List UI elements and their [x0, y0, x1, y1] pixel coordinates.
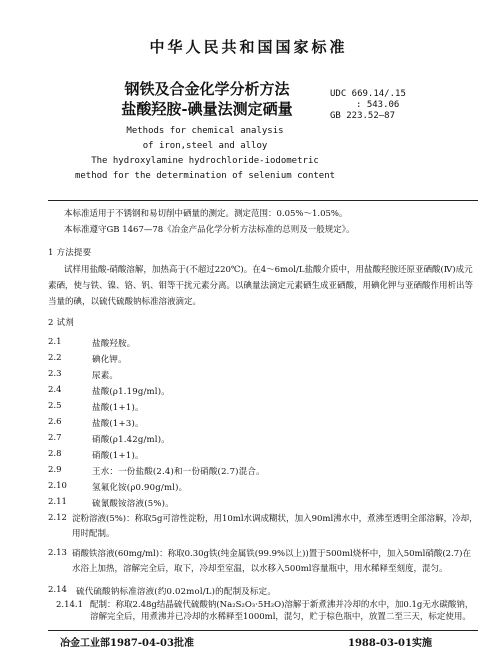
approval-date: 冶金工业部1987-04-03批准	[60, 638, 194, 649]
list-item-num: 2.3	[48, 369, 62, 379]
footer-divider	[48, 630, 478, 631]
list-item-num: 2.7	[48, 433, 62, 443]
list-item-num: 2.10	[48, 481, 67, 491]
list-item-num: 2.14.1	[56, 600, 84, 610]
list-item-num: 2.6	[48, 417, 62, 427]
gb-code: GB 223.52—87	[330, 111, 396, 121]
list-item-text: 盐酸(1+1)。	[92, 403, 144, 413]
effective-date: 1988-03-01实施	[348, 638, 432, 649]
list-item-num: 2.2	[48, 353, 62, 363]
standard-title: 中华人民共和国国家标准	[149, 38, 348, 56]
list-item-num: 2.9	[48, 465, 62, 475]
udc-code-line2: : 543.06	[356, 100, 400, 110]
list-item-num: 2.8	[48, 449, 62, 459]
udc-code-line1: UDC 669.14/.15	[330, 89, 406, 99]
list-item-text: 淀粉溶液(5%)：称取5g可溶性淀粉，用10ml水调成糊状，加入90ml沸水中，煮沸至透明全部溶解，冷却，用时配制。	[72, 514, 478, 539]
title-en-line1: Methods for chemical analysis	[126, 126, 284, 136]
list-item-num: 2.14	[48, 585, 67, 595]
list-item-text: 硝酸铁溶液(60mg/ml)：称取0.30g铁(纯金属铁(99.9%以上))置于500ml烧杯中，加入50ml硝酸(2.7)在水浴上加热，溶解完全后，取下，冷却至室温，以水移入500ml容量瓶中，用水稀释至刻度，混匀。	[72, 549, 471, 574]
list-item-num: 2.12	[48, 513, 67, 523]
list-item-text: 硝酸(1+1)。	[92, 451, 144, 461]
header-divider	[48, 200, 478, 201]
list-item-text: 盐酸(ρ1.19g/ml)。	[92, 387, 170, 397]
list-item-text: 硝酸(ρ1.42g/ml)。	[92, 435, 170, 445]
list-item-num: 2.11	[48, 497, 67, 507]
title-en-line2: of iron,steel and alloy	[142, 141, 268, 151]
list-item-num: 2.5	[48, 401, 62, 411]
list-item-text: 硫氰酸铵溶液(5%)。	[92, 499, 174, 509]
list-item-text: 尿素。	[92, 371, 119, 381]
section1-heading: 1 方法提要	[48, 248, 92, 258]
title-en-line3: The hydroxylamine hydrochloride-iodometric	[91, 156, 319, 166]
section2-heading: 2 试剂	[48, 318, 74, 328]
title-zh-line2: 盐酸羟胺-碘量法测定硒量	[121, 100, 293, 118]
list-item-num: 2.4	[48, 385, 62, 395]
title-zh-line1: 钢铁及合金化学分析方法	[124, 80, 290, 98]
compliance-paragraph: 本标准遵守GB 1467—78《冶金产品化学分析方法标准的总则及一般规定》。	[64, 225, 355, 235]
list-item-num: 2.13	[48, 548, 67, 558]
list-item-text: 盐酸(1+3)。	[92, 419, 144, 429]
list-item-text: 盐酸羟胺。	[92, 339, 136, 349]
list-item-text: 氢氟化铵(ρ0.90g/ml)。	[92, 483, 188, 493]
list-item-text: 碘化钾。	[92, 355, 127, 365]
list-item-text: 王水：一份盐酸(2.4)和一份硝酸(2.7)混合。	[92, 467, 265, 477]
list-item-text: 配制：称取2.48g结晶硫代硫酸钠(Na₂S₂O₃·5H₂O)溶解于新煮沸并冷却的水中，加0.1g无水碳酸钠，溶解完全后，用煮沸并已冷却的水稀释至1000ml，混匀，贮于棕色瓶中，放置二至三天，标定使用。	[90, 600, 474, 622]
title-en-line4: method for the determination of selenium content	[74, 171, 336, 181]
list-item-num: 2.1	[48, 337, 62, 347]
list-item-text: 硫代硫酸钠标准溶液(约0.02mol/L)的配制及标定。	[76, 587, 277, 597]
scope-paragraph: 本标准适用于不锈钢和易切削中硒量的测定。测定范围：0.05%～1.05%。	[64, 209, 348, 219]
section1-text: 试样用盐酸-硝酸溶解，加热高于(不超过220℃)。在4～6mol/L盐酸介质中，用盐酸羟胺还原亚硒酸(Ⅳ)成元素硒，使与铁、镍、铬、钒、钼等干扰元素分离。以碘量法滴定元素硒生成亚硒酸，用碘化钾与亚硒酸作用析出等当量的碘，以硫代硫酸钠标准溶液滴定。	[48, 265, 474, 307]
